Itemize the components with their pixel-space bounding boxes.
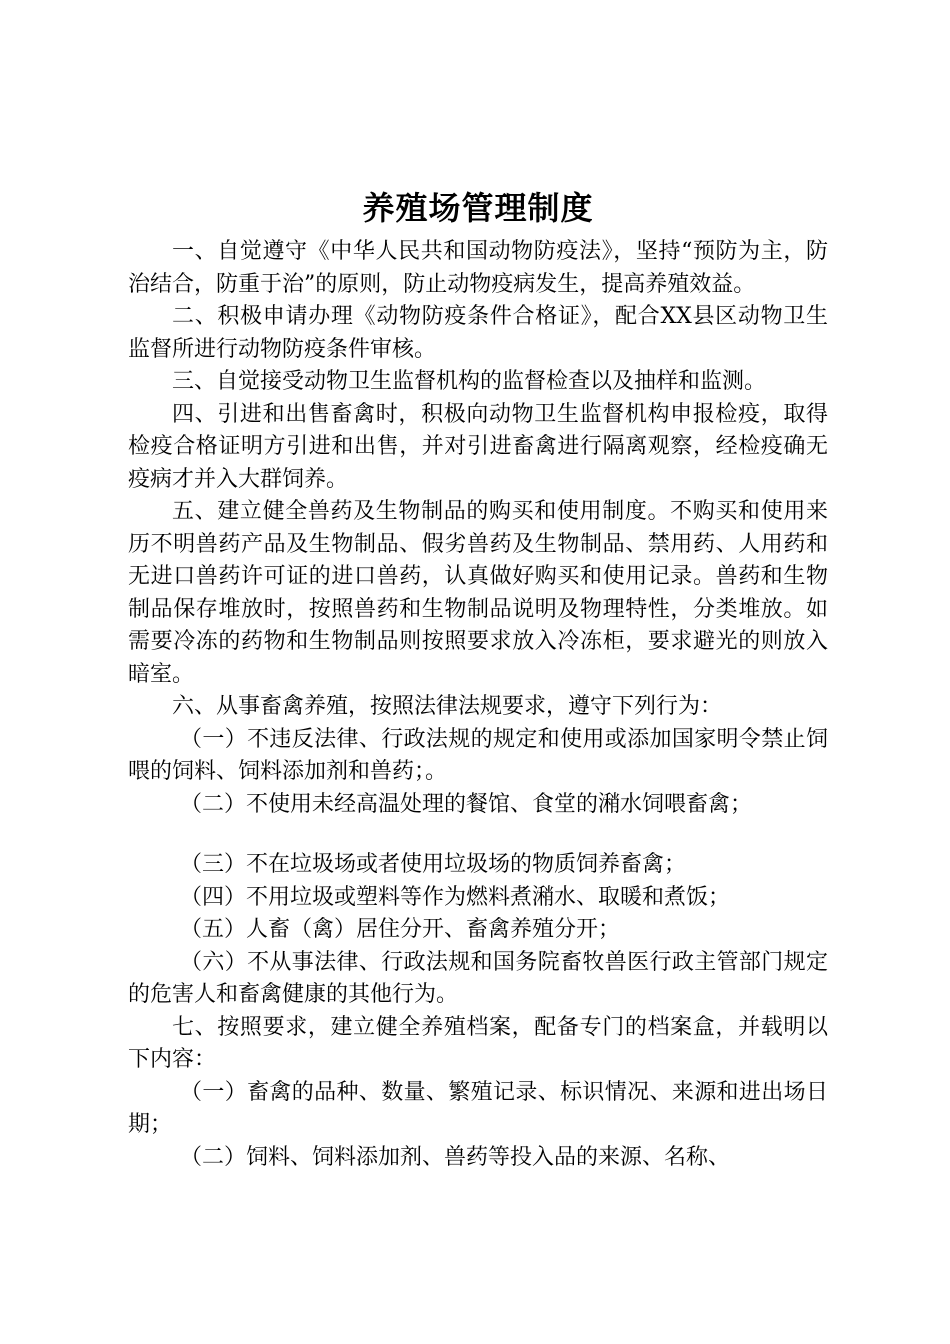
sub-item-6-1: （一）不违反法律、行政法规的规定和使用或添加国家明令禁止饲喂的饲料、饲料添加剂和兽药；。 (128, 726, 828, 784)
paragraph-6: 六、从事畜禽养殖，按照法律法规要求，遵守下列行为： (172, 694, 723, 719)
sub-item-7-2: （二）饲料、饲料添加剂、兽药等投入品的来源、名称、 (180, 1144, 731, 1170)
sub-item-6-3: （三）不在垃圾场或者使用垃圾场的物质饲养畜禽； (180, 852, 687, 877)
sub-item-6-5: （五）人畜（禽）居住分开、畜禽养殖分开； (180, 917, 621, 942)
sub-item-6-6: （六）不从事法律、行政法规和国务院畜牧兽医行政主管部门规定的危害人和畜禽健康的其他行为。 (128, 949, 828, 1007)
paragraph-1: 一、自觉遵守《中华人民共和国动物防疫法》，坚持“预防为主，防治结合，防重于治”的原则，防止动物疫病发生，提高养殖效益。 (128, 239, 828, 297)
document-page (128, 180, 828, 1174)
paragraph-4: 四、引进和出售畜禽时，积极向动物卫生监督机构申报检疫，取得检疫合格证明方引进和出售，并对引进畜禽进行隔离观察，经检疫确无疫病才并入大群饲养。 (128, 401, 828, 492)
sub-item-6-2: （二）不使用未经高温处理的餐馆、食堂的潲水饲喂畜禽； (180, 791, 753, 817)
paragraph-7: 七、按照要求，建立健全养殖档案，配备专门的档案盒，并载明以下内容： (128, 1014, 828, 1072)
sub-item-6-4: （四）不用垃圾或塑料等作为燃料煮潲水、取暖和煮饭； (180, 884, 731, 910)
blank-line (128, 821, 828, 849)
paragraph-5: 五、建立健全兽药及生物制品的购买和使用制度。不购买和使用来历不明兽药产品及生物制品、假劣兽药及生物制品、禁用药、人用药和无进口兽药许可证的进口兽药，认真做好购买和使用记录。兽药和生物制品保存堆放时，按照兽药和生物制品说明及物理特性，分类堆放。如需要冷冻的药物和生物制品则按照要求放入冷冻柜，要求避光的则放入暗室。 (128, 499, 828, 687)
document-title: 养殖场管理制度 (362, 189, 594, 227)
paragraph-2: 二、积极申请办理《动物防疫条件合格证》，配合XX县区动物卫生监督所进行动物防疫条件审核。 (128, 304, 828, 362)
sub-item-7-1: （一）畜禽的品种、数量、繁殖记录、标识情况、来源和进出场日期； (128, 1079, 828, 1137)
paragraph-3: 三、自觉接受动物卫生监督机构的监督检查以及抽样和监测。 (172, 369, 767, 394)
